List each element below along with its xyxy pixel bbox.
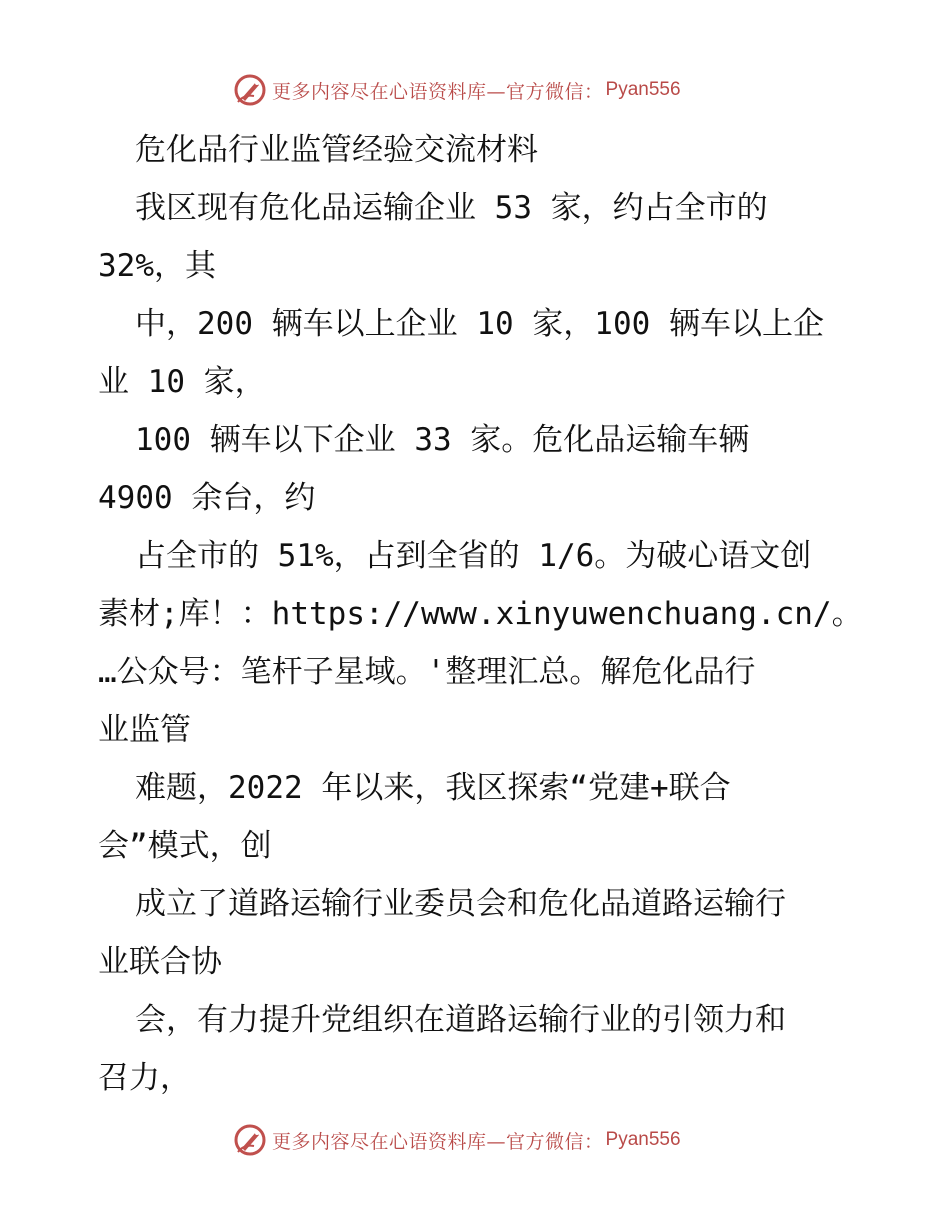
paragraph-line: 会，有力提升党组织在道路运输行业的引领力和 — [135, 1002, 786, 1038]
paragraph-line: 业 10 家， — [98, 364, 266, 400]
paragraph-line: 4900 余台，约 — [98, 480, 316, 516]
header-wechat-id: Pyan556 — [605, 79, 681, 100]
logo-icon — [232, 72, 268, 108]
header-banner — [232, 70, 681, 110]
document-title: 危化品行业监管经验交流材料 — [135, 132, 538, 168]
paragraph-line: 业监管 — [98, 712, 191, 748]
paragraph-line: 难题，2022 年以来，我区探索“党建+联合 — [135, 770, 731, 806]
paragraph-line: 32%，其 — [98, 248, 216, 284]
footer-banner — [232, 1120, 681, 1160]
paragraph-line: 会”模式，创 — [98, 828, 272, 864]
document-body — [98, 121, 863, 1107]
footer-wechat-id: Pyan556 — [605, 1129, 681, 1150]
paragraph-line: 100 辆车以下企业 33 家。危化品运输车辆 — [135, 422, 750, 458]
paragraph-line: 占全市的 51%，占到全省的 1/6。为破心语文创 — [135, 538, 812, 574]
paragraph-line: 业联合协 — [98, 944, 222, 980]
paragraph-line: 召力， — [98, 1060, 191, 1096]
paragraph-line: 我区现有危化品运输企业 53 家，约占全市的 — [135, 190, 768, 226]
paragraph-line: 成立了道路运输行业委员会和危化品道路运输行 — [135, 886, 786, 922]
paragraph-line: 素材;库！：https://www.xinyuwenchuang.cn/。 — [98, 596, 863, 632]
footer-banner-text: 更多内容尽在心语资料库—官方微信： — [272, 1130, 604, 1153]
logo-icon — [232, 1122, 268, 1158]
paragraph-line: 中，200 辆车以上企业 10 家，100 辆车以上企 — [135, 306, 824, 342]
paragraph-line: …公众号：笔杆子星域。'整理汇总。解危化品行 — [98, 654, 756, 690]
header-banner-text: 更多内容尽在心语资料库—官方微信： — [272, 80, 604, 103]
